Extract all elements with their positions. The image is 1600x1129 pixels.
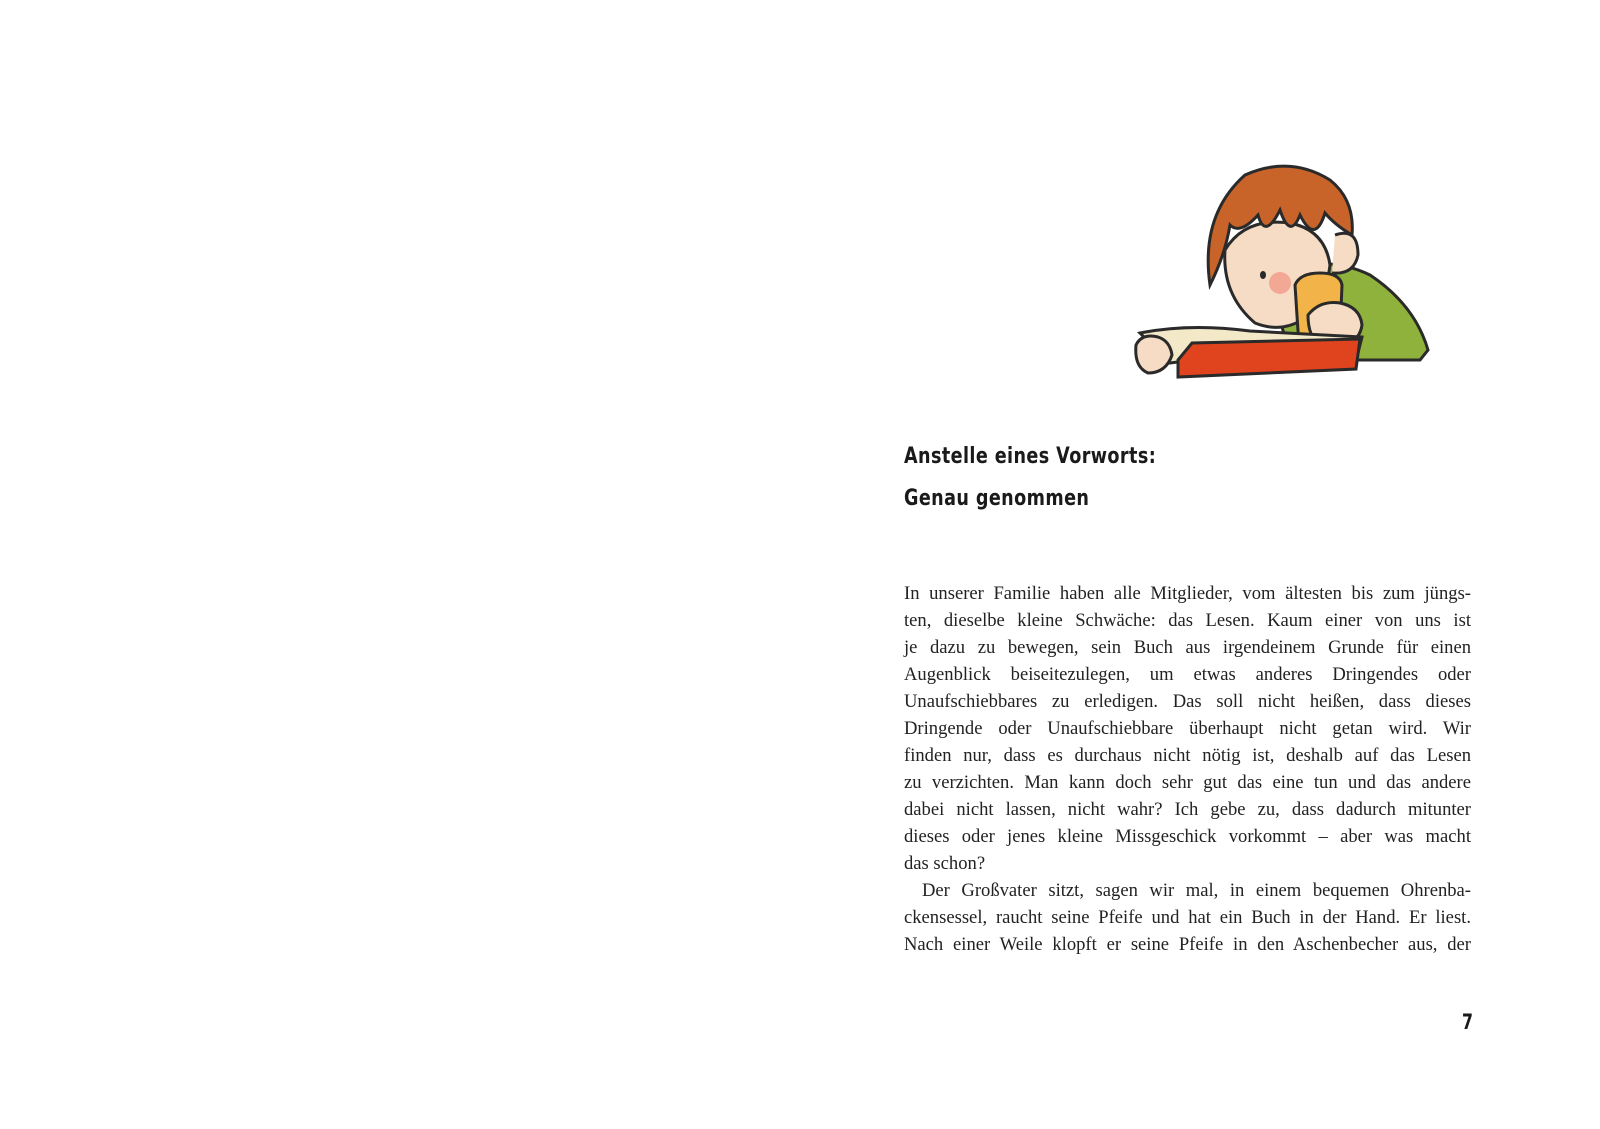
text-line: das schon? xyxy=(904,853,986,874)
text-line: zu verzichten. Man kann doch sehr gut das eine tun und das andere xyxy=(904,772,1471,793)
ear-shape xyxy=(1332,233,1358,273)
text-line: Dringende oder Unaufschiebbare überhaupt nicht getan wird. Wir xyxy=(904,718,1471,739)
chapter-heading-line-2: Genau genommen xyxy=(904,486,1090,511)
eye-shape xyxy=(1260,271,1266,279)
text-line: In unserer Familie haben alle Mitglieder, vom ältesten bis zum jüngs- xyxy=(904,583,1471,604)
book-cover-shape xyxy=(1178,339,1360,377)
text-line: Unaufschiebbares zu erledigen. Das soll nicht heißen, dass dieses xyxy=(904,691,1471,712)
text-line: dieses oder jenes kleine Missgeschick vorkommt – aber was macht xyxy=(904,826,1471,847)
text-line: Augenblick beiseitezulegen, um etwas anderes Dringendes oder xyxy=(904,664,1471,685)
body-text xyxy=(904,580,1471,958)
text-line: finden nur, dass es durchaus nicht nötig ist, deshalb auf das Lesen xyxy=(904,745,1471,766)
cheek-shape xyxy=(1269,272,1291,294)
text-line: ten, dieselbe kleine Schwäche: das Lesen. Kaum einer von uns ist xyxy=(904,610,1471,631)
page-number: 7 xyxy=(1462,1010,1473,1034)
boy-reading-book-illustration xyxy=(1130,155,1450,395)
text-line: dabei nicht lassen, nicht wahr? Ich gebe zu, dass dadurch mitunter xyxy=(904,799,1471,820)
chapter-heading-line-1: Anstelle eines Vorworts: xyxy=(904,444,1157,469)
text-line: ckensessel, raucht seine Pfeife und hat ein Buch in der Hand. Er liest. xyxy=(904,907,1471,928)
text-line: Der Großvater sitzt, sagen wir mal, in einem bequemen Ohrenba- xyxy=(922,880,1471,901)
chapter-heading xyxy=(904,436,1156,520)
left-hand-shape xyxy=(1136,336,1172,373)
text-line: Nach einer Weile klopft er seine Pfeife in den Aschenbecher aus, der xyxy=(904,934,1471,955)
text-line: je dazu zu bewegen, sein Buch aus irgendeinem Grunde für einen xyxy=(904,637,1471,658)
